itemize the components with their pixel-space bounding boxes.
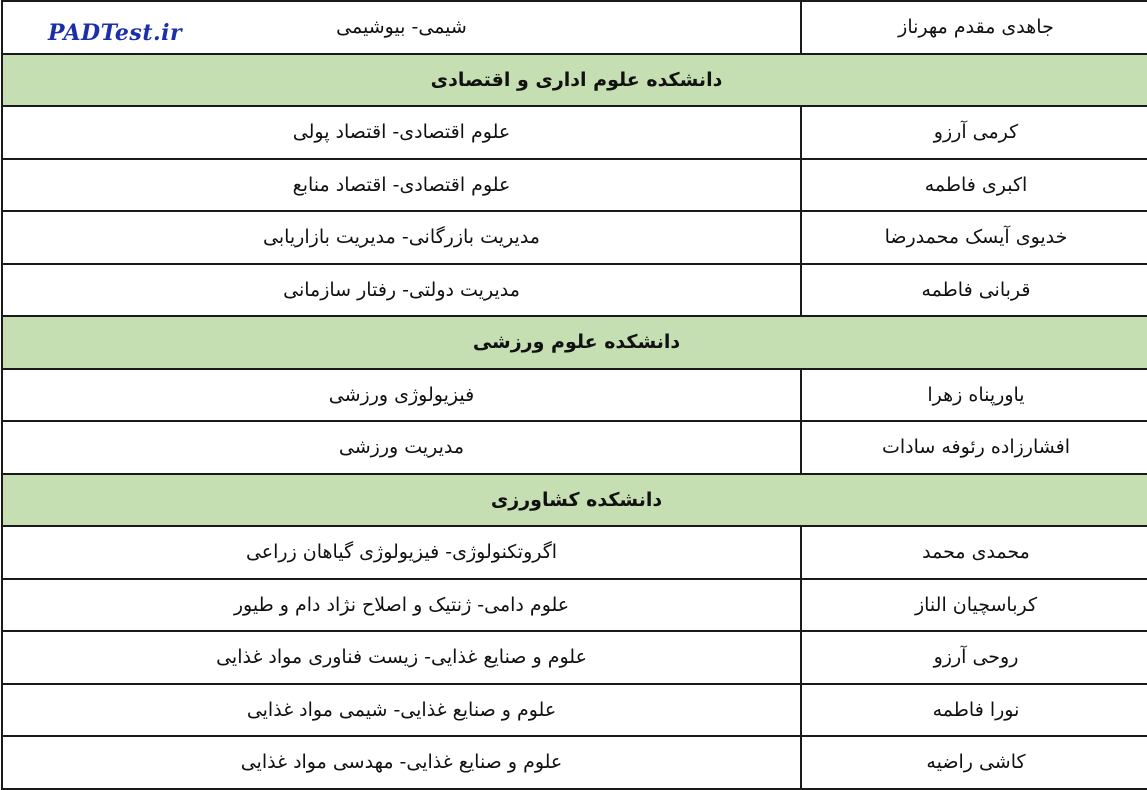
student-field: علوم و صنایع غذایی- مهدسی مواد غذایی xyxy=(2,736,801,789)
student-field: علوم دامی- ژنتیک و اصلاح نژاد دام و طیور xyxy=(2,579,801,632)
student-name: جاهدی مقدم مهرناز xyxy=(801,1,1147,54)
student-name: قربانی فاطمه xyxy=(801,264,1147,317)
student-name: کرمی آرزو xyxy=(801,106,1147,159)
student-field: علوم و صنایع غذایی- زیست فناوری مواد غذایی xyxy=(2,631,801,684)
table-row xyxy=(2,421,1147,474)
student-field: علوم اقتصادی- اقتصاد منابع xyxy=(2,159,801,212)
field-text: شیمی- بیوشیمی xyxy=(336,16,467,39)
student-name: یاورپناه زهرا xyxy=(801,369,1147,422)
student-name: محمدی محمد xyxy=(801,526,1147,579)
section-title: دانشکده علوم اداری و اقتصادی xyxy=(2,54,1147,107)
student-name: افشارزاده رئوفه سادات xyxy=(801,421,1147,474)
students-table xyxy=(1,0,1147,790)
table-row xyxy=(2,106,1147,159)
student-name: اکبری فاطمه xyxy=(801,159,1147,212)
table-row xyxy=(2,526,1147,579)
student-field: اگروتکنولوژی- فیزیولوژی گیاهان زراعی xyxy=(2,526,801,579)
student-name: خدیوی آیسک محمدرضا xyxy=(801,211,1147,264)
watermark-logo: PADTest.ir xyxy=(48,20,183,46)
student-field: مدیریت دولتی- رفتار سازمانی xyxy=(2,264,801,317)
section-header-row xyxy=(2,316,1147,369)
table-row xyxy=(2,264,1147,317)
table-row xyxy=(2,736,1147,789)
student-name: روحی آرزو xyxy=(801,631,1147,684)
student-field: مدیریت بازرگانی- مدیریت بازاریابی xyxy=(2,211,801,264)
table-row xyxy=(2,159,1147,212)
section-title: دانشکده کشاورزی xyxy=(2,474,1147,527)
student-field: علوم و صنایع غذایی- شیمی مواد غذایی xyxy=(2,684,801,737)
student-name: کاشی راضیه xyxy=(801,736,1147,789)
section-title: دانشکده علوم ورزشی xyxy=(2,316,1147,369)
student-name: نورا فاطمه xyxy=(801,684,1147,737)
table-row xyxy=(2,579,1147,632)
table-row xyxy=(2,631,1147,684)
table-row xyxy=(2,684,1147,737)
table-row xyxy=(2,211,1147,264)
student-name: کرباسچیان الناز xyxy=(801,579,1147,632)
table-row xyxy=(2,369,1147,422)
student-field: مدیریت ورزشی xyxy=(2,421,801,474)
section-header-row xyxy=(2,54,1147,107)
student-field: علوم اقتصادی- اقتصاد پولی xyxy=(2,106,801,159)
student-field: فیزیولوژی ورزشی xyxy=(2,369,801,422)
section-header-row xyxy=(2,474,1147,527)
